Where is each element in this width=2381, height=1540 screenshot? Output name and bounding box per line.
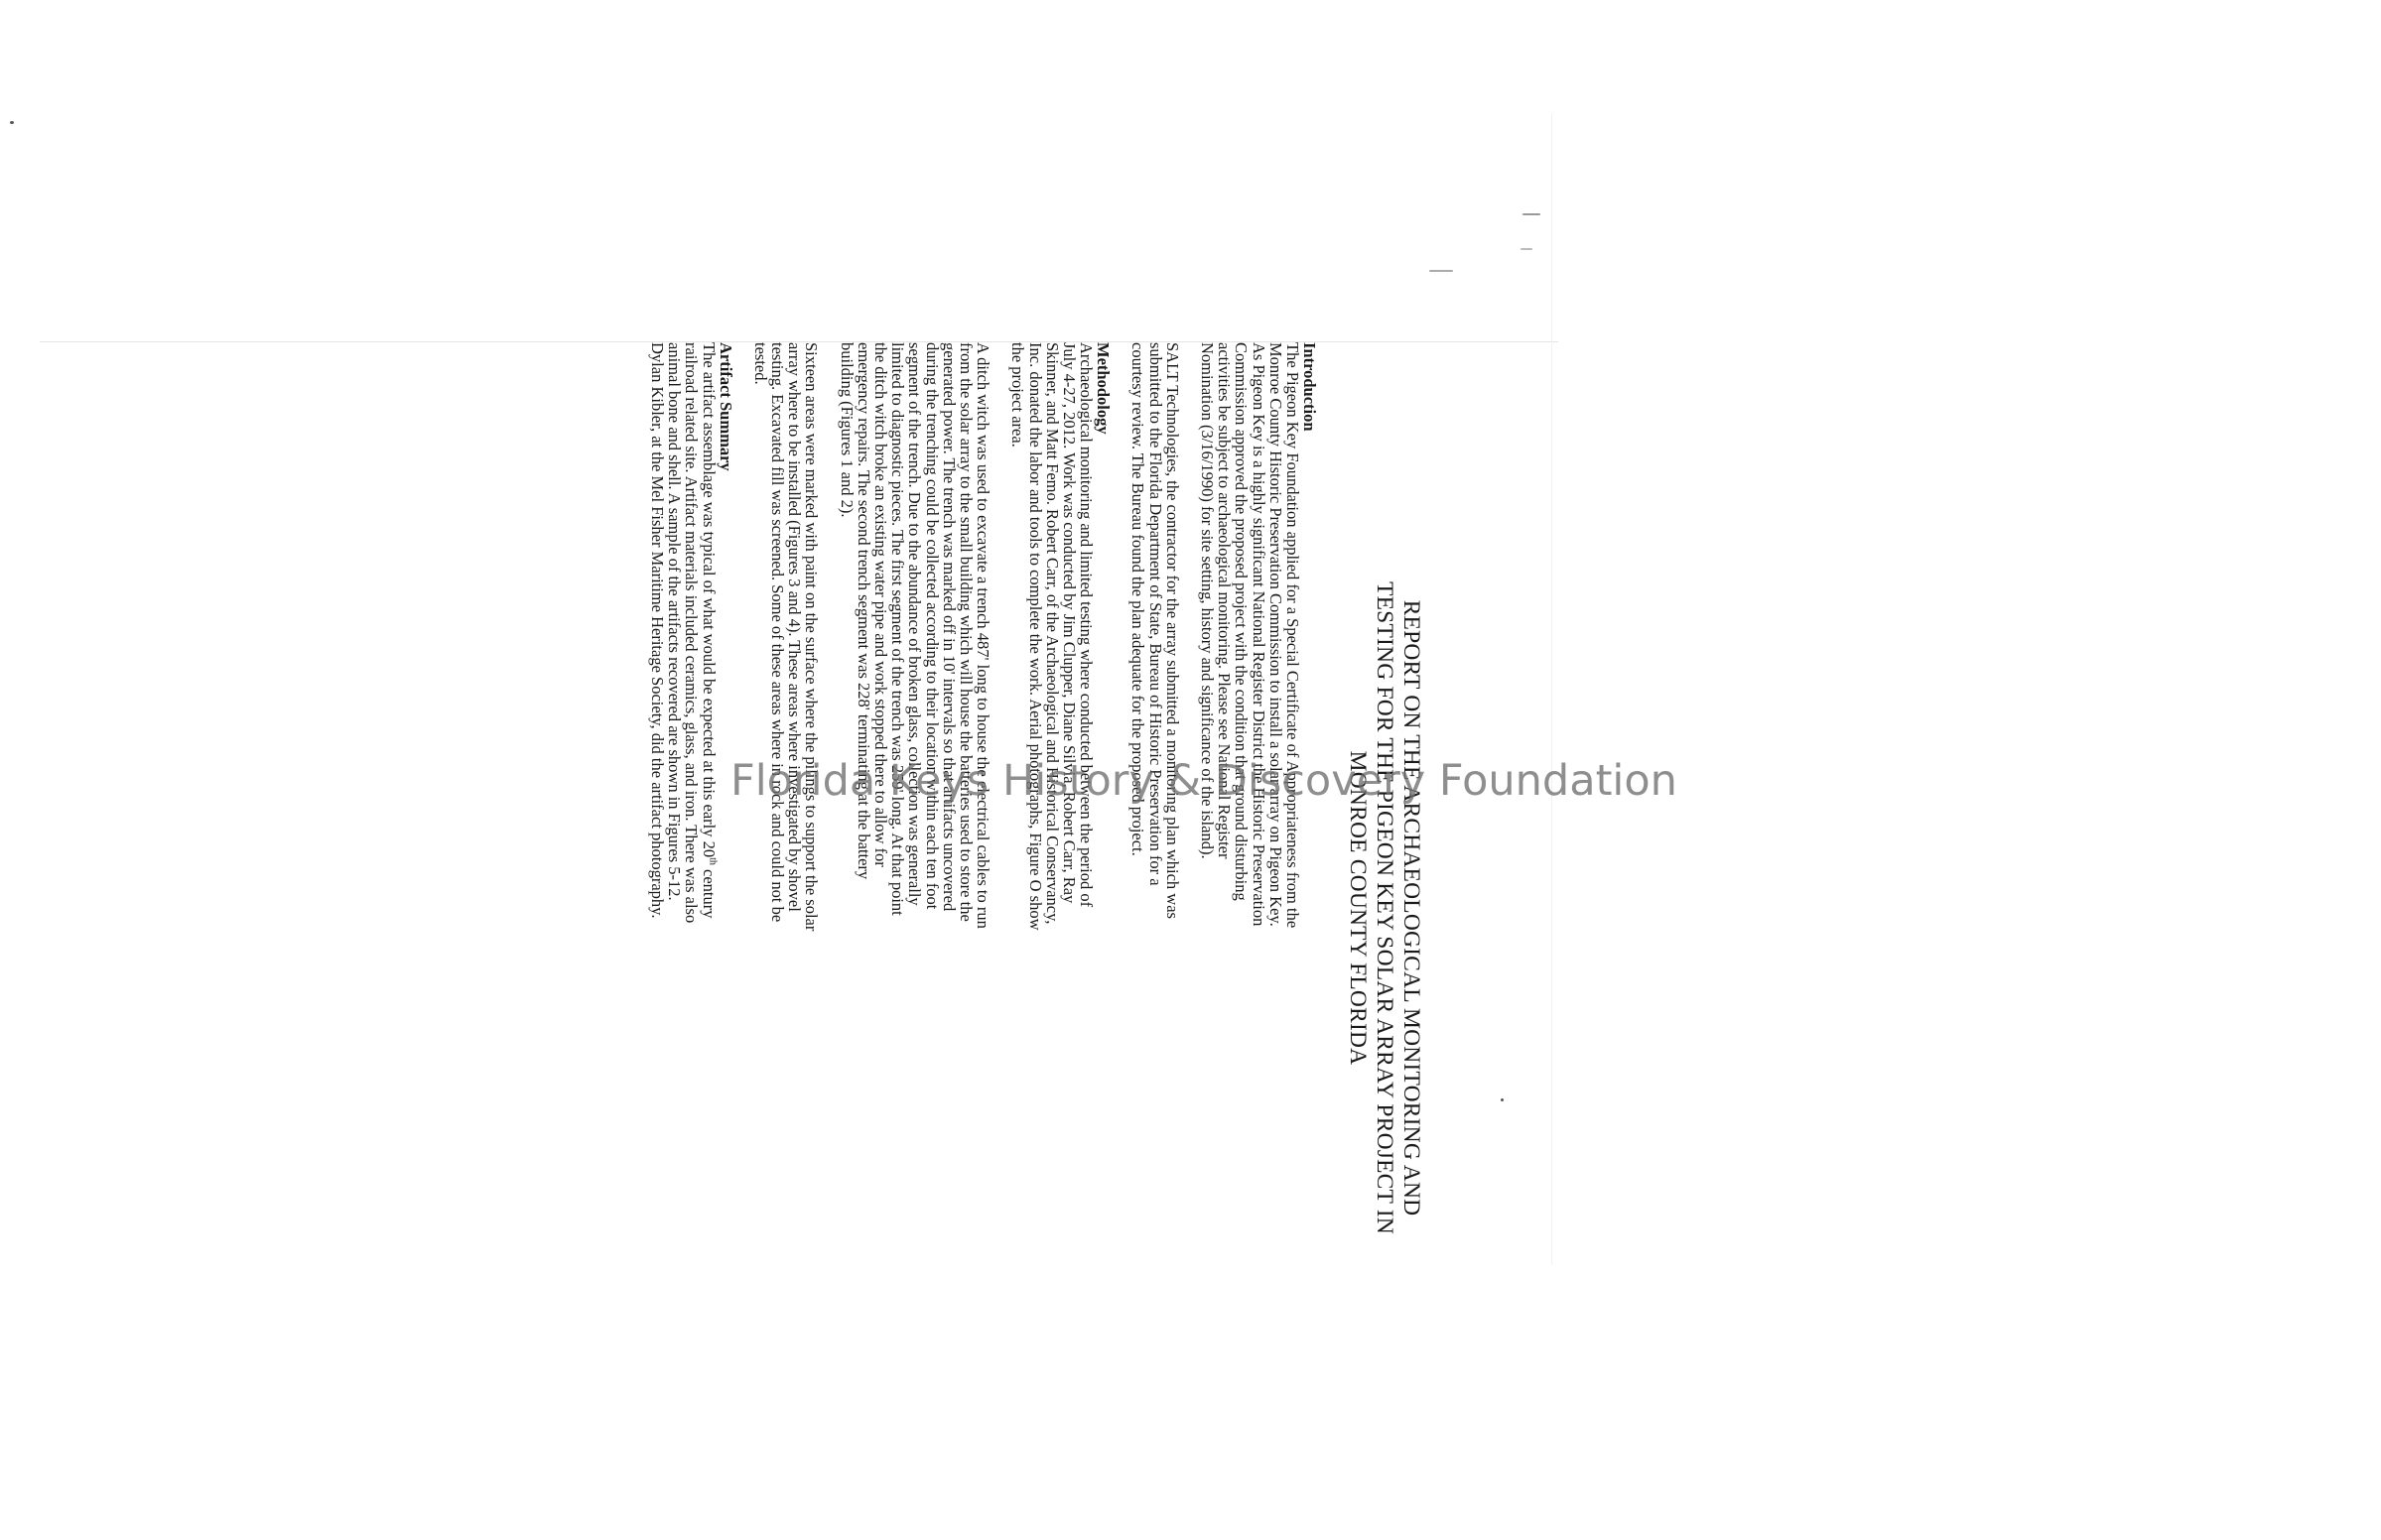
methodology-paragraph-2 (838, 342, 992, 1474)
text-line: generated power. The trench was marked off in 10' intervals so that artifacts uncovered (939, 342, 959, 912)
title-line: MONROE COUNTY FLORIDA (1345, 750, 1371, 1066)
text-line: Nomination (3/16/1990) for site setting, history and significance of the island). (1197, 342, 1217, 859)
text-line (700, 342, 717, 1474)
report-title (1344, 342, 1424, 1474)
text-line: during the trenching could be collected according to their location within each ten foot (922, 342, 942, 910)
text-run: The artifact assemblage was typical of what would be expected at this early 20 (699, 342, 719, 858)
text-run: century (699, 864, 719, 919)
text-line: the project area. (1008, 342, 1028, 448)
text-line: railroad related site. Artifact materials included ceramics, glass, and iron. There was also (682, 342, 702, 924)
text-line: As Pigeon Key is a highly significant National Register District the Historic Preservation (1249, 342, 1268, 927)
scan-speck (1501, 1098, 1504, 1101)
text-line: Commission approved the proposed project with the condition that ground disturbing (1232, 342, 1252, 901)
introduction-heading: Introduction (1300, 342, 1319, 432)
title-line: REPORT ON THE ARCHAEOLOGICAL MONITORING AND (1398, 599, 1424, 1217)
text-line: Archaeological monitoring and limited testing where conducted between the period of (1077, 342, 1097, 908)
text-line: courtesy review. The Bureau found the plan adequate for the proposed project. (1128, 342, 1148, 856)
text-line: animal bone and shell. A sample of the artifacts recovered are shown in Figures 5-12. (665, 342, 685, 901)
text-line: Sixteen areas were marked with paint on the surface where the pilings to support the solar (802, 342, 822, 932)
artifact-summary-heading: Artifact Summary (716, 342, 735, 471)
text-line: array where to be installed (Figures 3 and 4). These areas where investigated by shovel (785, 342, 805, 912)
introduction-paragraph-1 (1199, 342, 1301, 1474)
text-line: The Pigeon Key Foundation applied for a Special Certificate of Appropriateness from the (1283, 342, 1302, 929)
text-line: Skinner, and Matt Femo. Robert Carr, of the Archaeological and Historical Conservancy, (1042, 342, 1062, 925)
text-line: limited to diagnostic pieces. The first segment of the trench was 259' long. At that point (888, 342, 908, 916)
scan-speck (10, 121, 14, 124)
text-line: submitted to the Florida Department of State, Bureau of Historic Preservation for a (1145, 342, 1165, 886)
text-line: SALT Technologies, the contractor for the array submitted a monitoring plan which was (1162, 342, 1182, 919)
text-line: segment of the trench. Due to the abundance of broken glass, collection was generally (905, 342, 925, 906)
watermark: Florida Keys History & Discovery Foundation (730, 756, 1677, 806)
methodology-paragraph-1 (1009, 342, 1095, 1474)
artifact-summary-paragraph (649, 342, 718, 1474)
text-line: Inc. donated the labor and tools to complete the work. Aerial photographs, Figure O show (1025, 342, 1045, 931)
text-line: Monroe County Historic Preservation Commission to install a solar array on Pigeon Key. (1265, 342, 1285, 927)
rotated-document (0, 342, 1424, 1474)
text-line: July 4-27, 2012. Work was conducted by Jim Clupper, Diane Silvia, Robert Carr, Ray (1059, 342, 1079, 904)
text-line: building (Figures 1 and 2). (837, 342, 857, 518)
scan-speck (1429, 270, 1453, 272)
scan-artifact-edge (1551, 114, 1552, 1265)
text-line: A ditch witch was used to excavate a trench 487' long to house the electrical cables to run (974, 342, 993, 929)
text-line: from the solar array to the small building which will house the batteries used to store the (956, 342, 976, 922)
text-line: Dylan Kibler, at the Mel Fisher Maritime Heritage Society, did the artifact photography. (647, 342, 667, 919)
methodology-paragraph-3 (752, 342, 821, 1474)
text-line: activities be subject to archaeological monitoring. Please see National Register (1215, 342, 1235, 859)
text-line: tested. (750, 342, 770, 385)
text-line: testing. Excavated fill was screened. Some of these areas where in rock and could not be (767, 342, 787, 923)
text-line: the ditch witch broke an existing water pipe and work stopped there to allow for (870, 342, 890, 867)
scan-speck (1522, 213, 1540, 215)
methodology-heading: Methodology (1094, 342, 1114, 435)
introduction-paragraph-2 (1129, 342, 1181, 1474)
scan-speck (1521, 248, 1532, 250)
superscript: th (707, 857, 719, 865)
text-line: emergency repairs. The second trench segment was 228' terminating at the battery (854, 342, 873, 880)
title-line: TESTING FOR THE PIGEON KEY SOLAR ARRAY PROJECT IN (1372, 581, 1397, 1234)
